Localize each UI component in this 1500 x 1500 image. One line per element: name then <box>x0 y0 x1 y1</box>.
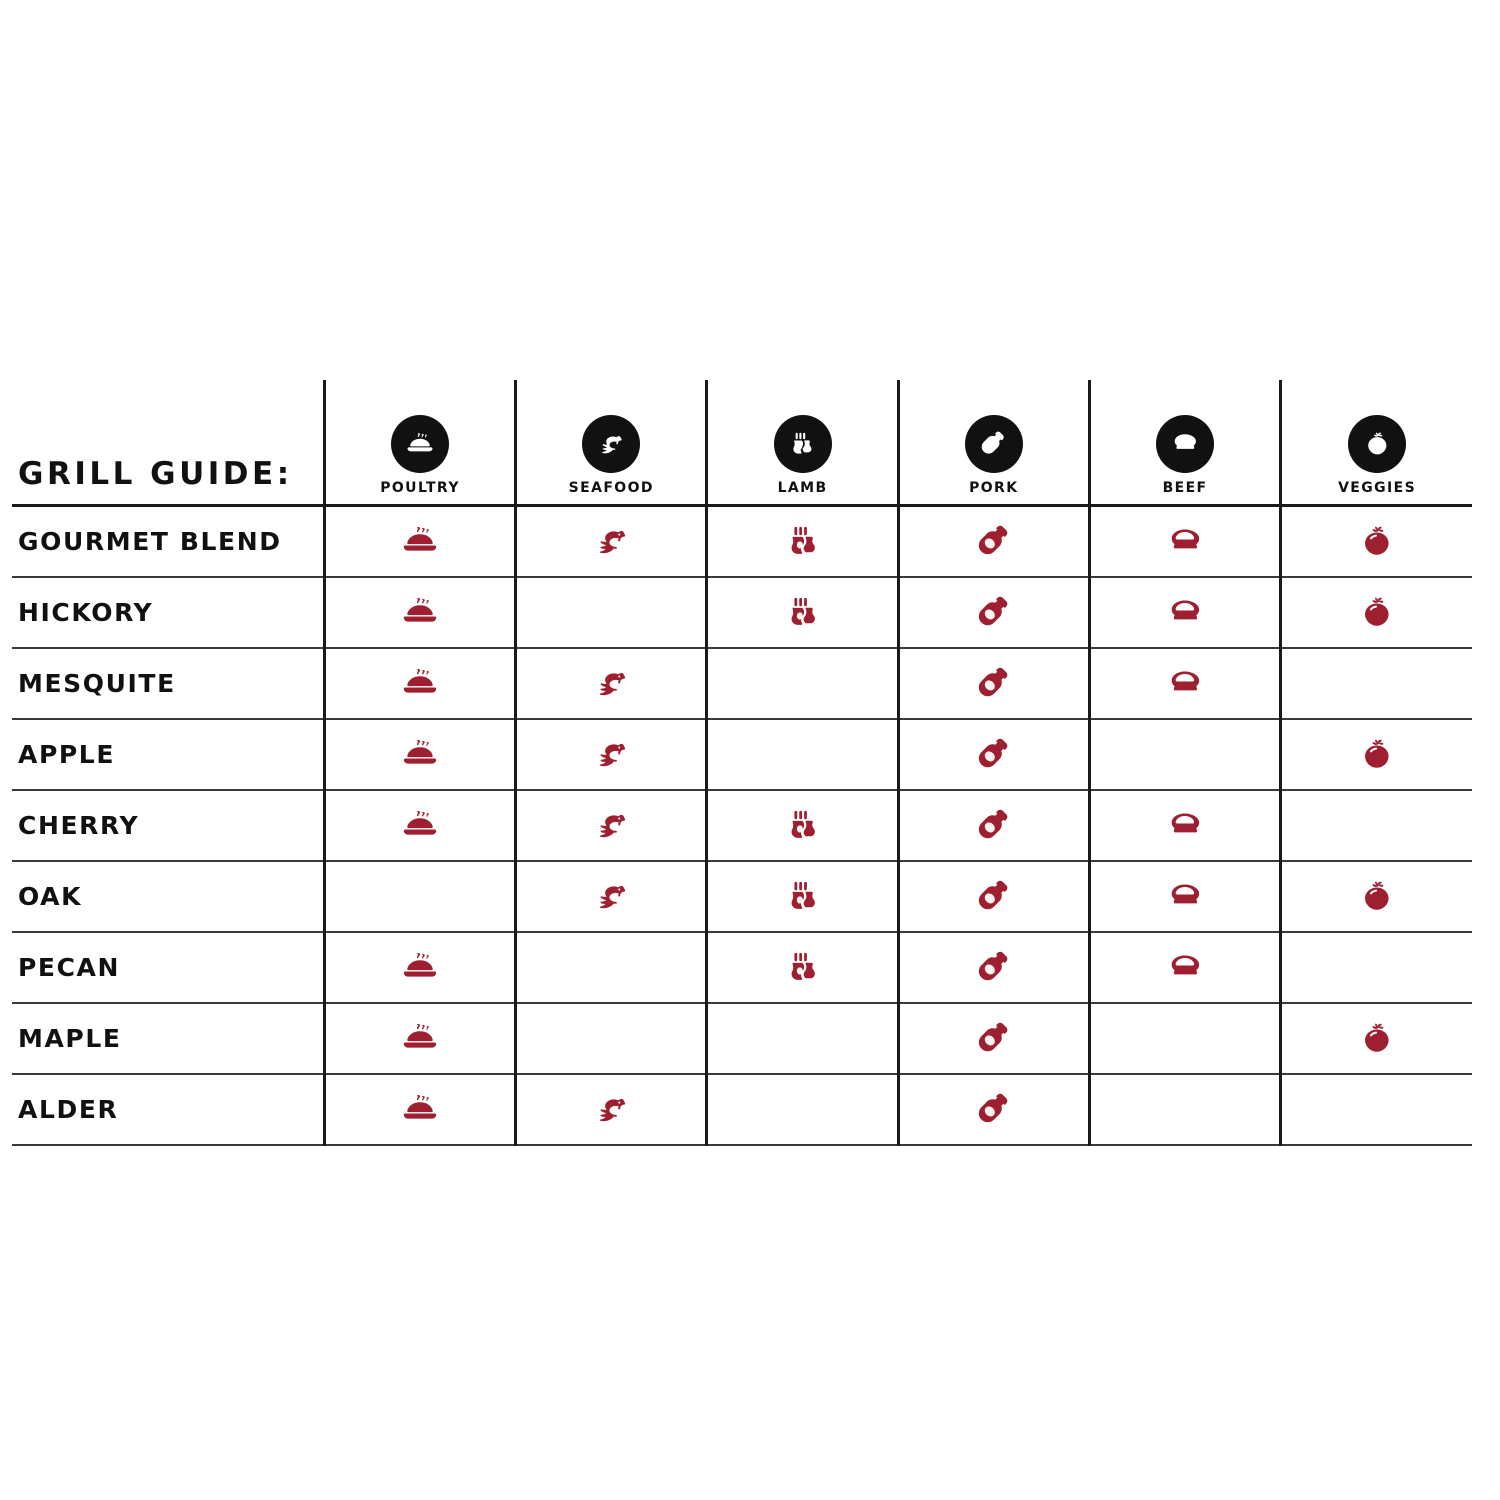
cell-beef <box>1089 1074 1280 1145</box>
cell-lamb <box>707 861 898 932</box>
table-row <box>12 648 1472 719</box>
empty-cell <box>709 727 895 783</box>
cell-lamb <box>707 506 898 578</box>
empty-cell <box>709 656 895 712</box>
cell-pork <box>898 790 1089 861</box>
empty-cell <box>1283 940 1471 996</box>
steak-icon <box>1092 798 1278 854</box>
row-header <box>12 577 324 648</box>
poultry-icon <box>327 798 513 854</box>
cell-seafood <box>516 719 707 790</box>
ham-icon <box>901 514 1087 570</box>
column-header-label: POULTRY <box>380 480 460 496</box>
column-header-veggies <box>1281 380 1472 506</box>
cell-beef <box>1089 719 1280 790</box>
column-header-label: LAMB <box>777 480 828 496</box>
cell-lamb <box>707 719 898 790</box>
cell-beef <box>1089 577 1280 648</box>
ham-icon <box>901 940 1087 996</box>
shrimp-icon <box>582 415 640 473</box>
row-header-label: MAPLE <box>18 1024 122 1053</box>
grill-guide-table <box>12 380 1472 1146</box>
table-row <box>12 577 1472 648</box>
tomato-icon <box>1348 415 1406 473</box>
tomato-icon <box>1283 585 1471 641</box>
lamb-icon <box>709 798 895 854</box>
table-row <box>12 861 1472 932</box>
ham-icon <box>901 798 1087 854</box>
column-header-beef <box>1089 380 1280 506</box>
cell-poultry <box>324 648 515 719</box>
row-header-label: OAK <box>18 882 83 911</box>
cell-beef <box>1089 1003 1280 1074</box>
cell-pork <box>898 1003 1089 1074</box>
ham-icon <box>901 727 1087 783</box>
empty-cell <box>709 1011 895 1067</box>
shrimp-icon <box>518 514 704 570</box>
cell-poultry <box>324 577 515 648</box>
poultry-icon <box>327 940 513 996</box>
cell-lamb <box>707 1003 898 1074</box>
column-header-label: BEEF <box>1162 480 1208 496</box>
cell-veggies <box>1281 719 1472 790</box>
empty-cell <box>1092 727 1278 783</box>
ham-icon <box>901 656 1087 712</box>
poultry-icon <box>327 727 513 783</box>
table-row <box>12 790 1472 861</box>
lamb-icon <box>709 585 895 641</box>
cell-seafood <box>516 577 707 648</box>
cell-seafood <box>516 790 707 861</box>
ham-icon <box>901 585 1087 641</box>
shrimp-icon <box>518 798 704 854</box>
empty-cell <box>1283 656 1471 712</box>
tomato-icon <box>1283 727 1471 783</box>
row-header-label: CHERRY <box>18 811 140 840</box>
row-header <box>12 648 324 719</box>
poultry-icon <box>327 1011 513 1067</box>
cell-poultry <box>324 719 515 790</box>
table-row <box>12 1074 1472 1145</box>
column-header-lamb <box>707 380 898 506</box>
row-header <box>12 506 324 578</box>
cell-seafood <box>516 648 707 719</box>
cell-veggies <box>1281 648 1472 719</box>
cell-poultry <box>324 1074 515 1145</box>
cell-pork <box>898 648 1089 719</box>
cell-beef <box>1089 790 1280 861</box>
cell-veggies <box>1281 1003 1472 1074</box>
table-header-row <box>12 380 1472 506</box>
cell-beef <box>1089 648 1280 719</box>
empty-cell <box>709 1082 895 1138</box>
empty-cell <box>1092 1011 1278 1067</box>
cell-poultry <box>324 506 515 578</box>
row-header-label: APPLE <box>18 740 116 769</box>
lamb-icon <box>709 869 895 925</box>
column-header-label: VEGGIES <box>1338 480 1417 496</box>
shrimp-icon <box>518 656 704 712</box>
empty-cell <box>518 585 704 641</box>
poultry-icon <box>327 585 513 641</box>
cell-veggies <box>1281 861 1472 932</box>
cell-beef <box>1089 861 1280 932</box>
empty-cell <box>1283 798 1471 854</box>
cell-pork <box>898 506 1089 578</box>
cell-pork <box>898 861 1089 932</box>
lamb-icon <box>709 940 895 996</box>
empty-cell <box>518 940 704 996</box>
row-header <box>12 932 324 1003</box>
ham-icon <box>965 415 1023 473</box>
column-header-label: PORK <box>969 480 1019 496</box>
row-header-label: MESQUITE <box>18 669 176 698</box>
table-row <box>12 719 1472 790</box>
column-header-poultry <box>324 380 515 506</box>
row-header-label: HICKORY <box>18 598 154 627</box>
row-header <box>12 861 324 932</box>
steak-icon <box>1092 656 1278 712</box>
steak-icon <box>1156 415 1214 473</box>
cell-beef <box>1089 932 1280 1003</box>
shrimp-icon <box>518 869 704 925</box>
empty-cell <box>1092 1082 1278 1138</box>
shrimp-icon <box>518 727 704 783</box>
ham-icon <box>901 1011 1087 1067</box>
tomato-icon <box>1283 514 1471 570</box>
poultry-icon <box>327 514 513 570</box>
row-header-label: PECAN <box>18 953 121 982</box>
cell-veggies <box>1281 1074 1472 1145</box>
row-header <box>12 1074 324 1145</box>
cell-seafood <box>516 1074 707 1145</box>
shrimp-icon <box>518 1082 704 1138</box>
tomato-icon <box>1283 869 1471 925</box>
cell-seafood <box>516 932 707 1003</box>
cell-beef <box>1089 506 1280 578</box>
steak-icon <box>1092 585 1278 641</box>
cell-veggies <box>1281 577 1472 648</box>
ham-icon <box>901 1082 1087 1138</box>
cell-seafood <box>516 1003 707 1074</box>
tomato-icon <box>1283 1011 1471 1067</box>
cell-lamb <box>707 1074 898 1145</box>
page-title: GRILL GUIDE: <box>18 456 293 492</box>
page-title-cell <box>12 380 324 506</box>
column-header-label: SEAFOOD <box>568 480 654 496</box>
poultry-icon <box>327 656 513 712</box>
poultry-icon <box>327 1082 513 1138</box>
cell-veggies <box>1281 506 1472 578</box>
steak-icon <box>1092 514 1278 570</box>
cell-lamb <box>707 577 898 648</box>
row-header <box>12 790 324 861</box>
table-row <box>12 1003 1472 1074</box>
column-header-seafood <box>516 380 707 506</box>
column-header-pork <box>898 380 1089 506</box>
cell-veggies <box>1281 932 1472 1003</box>
empty-cell <box>327 869 513 925</box>
empty-cell <box>518 1011 704 1067</box>
row-header-label: GOURMET BLEND <box>18 527 282 556</box>
cell-pork <box>898 932 1089 1003</box>
table-row <box>12 932 1472 1003</box>
row-header <box>12 719 324 790</box>
cell-lamb <box>707 648 898 719</box>
lamb-icon <box>709 514 895 570</box>
table-row <box>12 506 1472 578</box>
steak-icon <box>1092 869 1278 925</box>
cell-poultry <box>324 861 515 932</box>
cell-poultry <box>324 1003 515 1074</box>
cell-pork <box>898 1074 1089 1145</box>
grill-guide-panel <box>0 380 1500 1146</box>
cell-lamb <box>707 932 898 1003</box>
row-header <box>12 1003 324 1074</box>
cell-pork <box>898 719 1089 790</box>
empty-cell <box>1283 1082 1471 1138</box>
row-header-label: ALDER <box>18 1095 119 1124</box>
ham-icon <box>901 869 1087 925</box>
cell-seafood <box>516 861 707 932</box>
cell-veggies <box>1281 790 1472 861</box>
cell-poultry <box>324 932 515 1003</box>
poultry-icon <box>391 415 449 473</box>
lamb-icon <box>774 415 832 473</box>
cell-poultry <box>324 790 515 861</box>
cell-lamb <box>707 790 898 861</box>
cell-seafood <box>516 506 707 578</box>
steak-icon <box>1092 940 1278 996</box>
cell-pork <box>898 577 1089 648</box>
